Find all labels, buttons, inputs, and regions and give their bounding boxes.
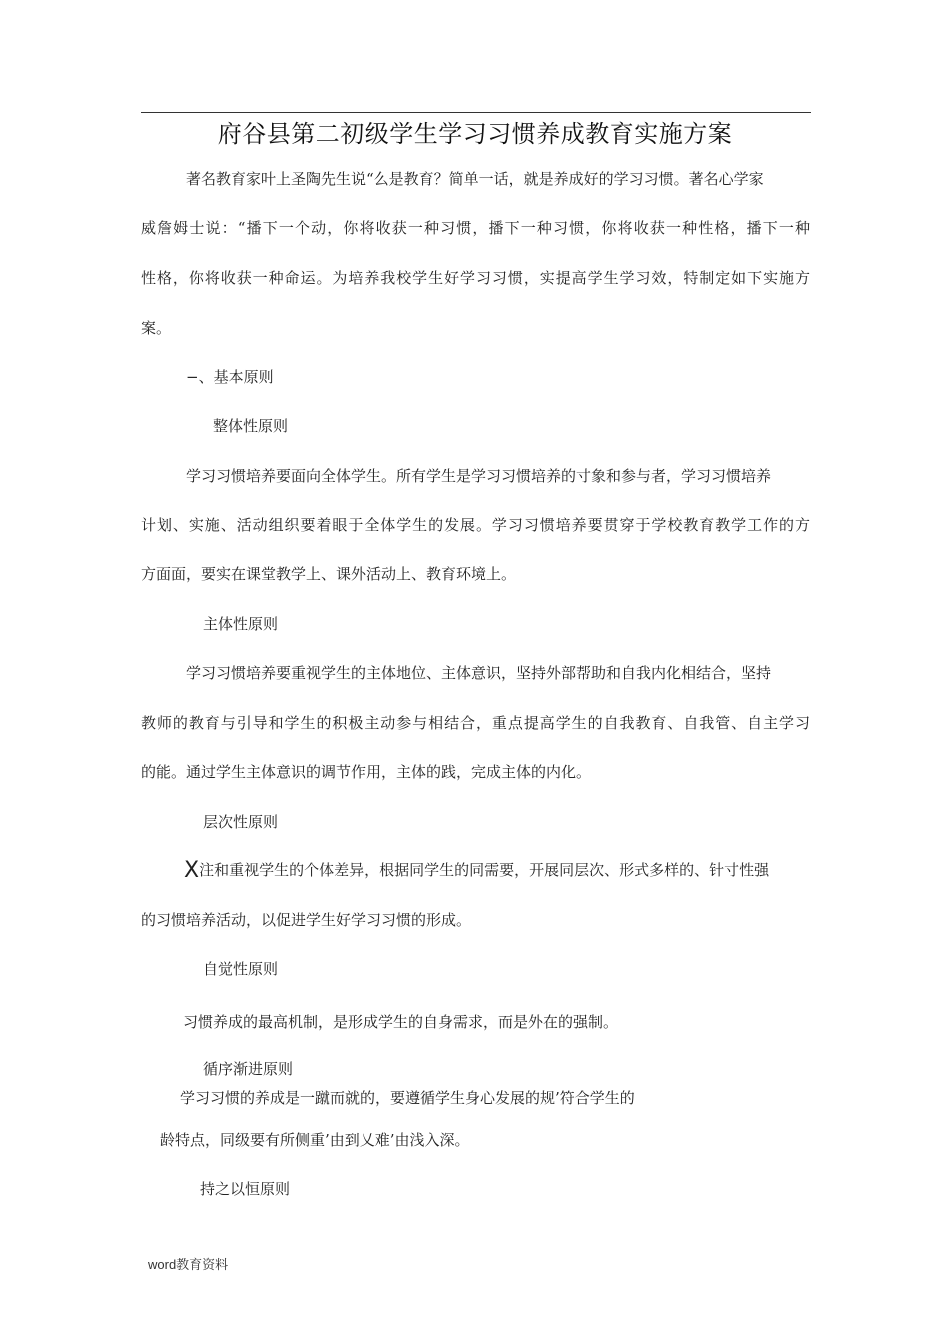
lead-char: X <box>184 858 200 883</box>
paragraph-line <box>184 858 769 883</box>
intro-line-4: 案。 <box>141 319 172 337</box>
paragraph-line: 学习习惯的养成是一蹴而就的，要遵循学生身心发展的规’符合学生的 <box>180 1089 635 1107</box>
document-title: 府谷县第二初级学生学习习惯养成教育实施方案 <box>217 120 733 148</box>
paragraph-line: 龄特点，同级要有所侧重’由到乂难’由浅入深。 <box>160 1131 470 1149</box>
paragraph-line: 方面面，要实在课堂教学上、课外活动上、教育环境上。 <box>141 565 517 583</box>
principle-heading-subjectivity: 主体性原则 <box>203 615 279 633</box>
footer-label: word教育资料 <box>148 1257 229 1272</box>
paragraph-line: 学习习惯培养要重视学生的主体地位、主体意识，坚持外部帮助和自我内化相结合，坚持 <box>186 664 772 682</box>
principle-heading-perseverance: 持之以恒原则 <box>200 1180 291 1198</box>
principle-heading-consciousness: 自觉性原则 <box>203 960 279 978</box>
paragraph-line: 计划、实施、活动组织要着眼于全体学生的发展。学习习惯培养要贯穿于学校教育教学工作的方 <box>141 516 810 534</box>
principle-heading-integrity: 整体性原则 <box>213 417 289 435</box>
intro-line-3: 性格，你将收获一种命运。为培养我校学生好学习习惯，实提高学生学习效，特制定如下实施方 <box>141 269 810 287</box>
paragraph-line: 的能。通过学生主体意识的调节作用，主体的践，完成主体的内化。 <box>141 763 592 781</box>
intro-line-1: 著名教育家叶上圣陶先生说“么是教育？简单一话，就是养成好的学习习惯。著名心学家 <box>186 170 764 188</box>
principle-heading-gradual: 循序渐进原则 <box>203 1060 294 1078</box>
paragraph-line-rest: 注和重视学生的个体差异，根据同学生的同需要，开展同层次、形式多样的、针寸性强 <box>199 861 770 879</box>
section-heading-basic-principles: −、基本原则 <box>186 368 274 386</box>
paragraph-line: 学习习惯培养要面向全体学生。所有学生是学习习惯培养的寸象和参与者，学习习惯培养 <box>186 467 772 485</box>
principle-heading-hierarchy: 层次性原则 <box>203 813 279 831</box>
paragraph-line: 习惯养成的最高机制，是形成学生的自身需求，而是外在的强制。 <box>183 1013 619 1031</box>
paragraph-line: 教师的教育与引导和学生的积极主动参与相结合，重点提高学生的自我教育、自我管、自主学习 <box>141 714 810 732</box>
paragraph-line: 的习惯培养活动，以促进学生好学习习惯的形成。 <box>141 911 472 929</box>
header-rule <box>141 112 811 113</box>
intro-line-2: 威詹姆士说：“播下一个动，你将收获一种习惯，播下一种习惯，你将收获一种性格，播下一种 <box>141 219 810 237</box>
